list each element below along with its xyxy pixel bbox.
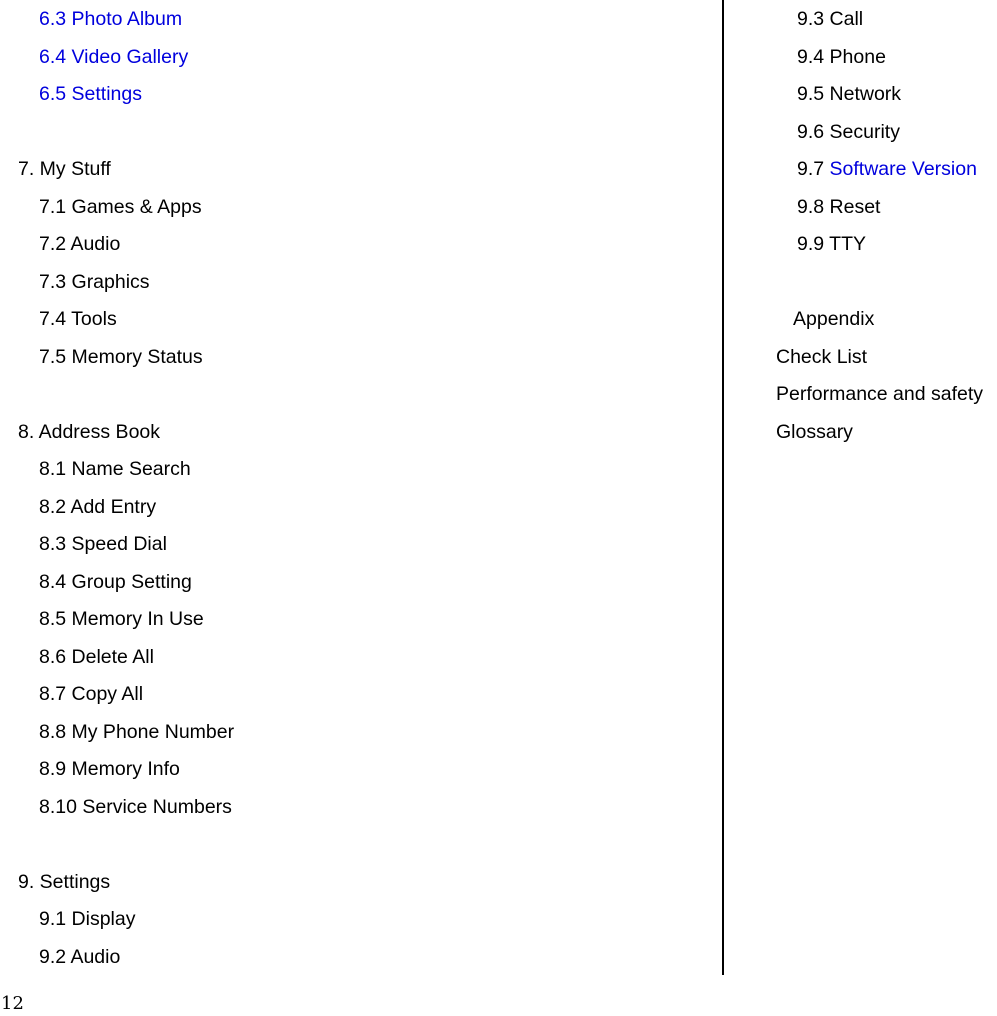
toc-entry-text: Appendix bbox=[793, 308, 875, 330]
toc-link[interactable]: 6.3 Photo Album bbox=[39, 8, 183, 30]
toc-entry-text: Glossary bbox=[776, 420, 853, 443]
toc-entry bbox=[776, 382, 983, 406]
toc-entry-text: 9.7 bbox=[797, 158, 830, 180]
toc-entry: 8.5 Memory In Use bbox=[39, 608, 204, 630]
toc-entry bbox=[776, 345, 867, 369]
toc-entry-text: 9.5 Network bbox=[797, 83, 902, 105]
toc-entry bbox=[797, 120, 900, 144]
toc-chapter: 8. Address Book bbox=[18, 420, 161, 443]
toc-entry-text: 9.6 Security bbox=[797, 120, 900, 143]
toc-link[interactable]: Software Version bbox=[829, 158, 977, 180]
toc-entry: 7.3 Graphics bbox=[39, 270, 150, 293]
toc-link[interactable]: 6.4 Video Gallery bbox=[39, 45, 189, 68]
toc-entry: 8.4 Group Setting bbox=[39, 570, 192, 593]
toc-entry-text: 9.8 Reset bbox=[797, 195, 881, 218]
toc-entry bbox=[797, 82, 901, 106]
toc-entry: 7.1 Games & Apps bbox=[39, 195, 202, 218]
toc-entry: 8.7 Copy All bbox=[39, 683, 144, 705]
toc-entry: 8.2 Add Entry bbox=[39, 495, 157, 518]
toc-chapter: 7. My Stuff bbox=[18, 158, 111, 180]
toc-chapter bbox=[793, 307, 874, 331]
toc-link[interactable]: 6.5 Settings bbox=[39, 83, 142, 105]
toc-entry: 8.9 Memory Info bbox=[39, 758, 180, 780]
toc-entry bbox=[797, 232, 866, 256]
toc-entry-text: Performance and safety bbox=[776, 383, 984, 405]
toc-entry: 7.5 Memory Status bbox=[39, 345, 203, 368]
toc-entry: 8.8 My Phone Number bbox=[39, 720, 235, 743]
toc-entry bbox=[797, 195, 880, 219]
toc-chapter: 9. Settings bbox=[18, 870, 111, 893]
toc-entry: 8.1 Name Search bbox=[39, 458, 191, 480]
toc-entry: 7.4 Tools bbox=[39, 308, 117, 330]
toc-entry bbox=[797, 45, 886, 69]
toc-entry bbox=[776, 420, 853, 444]
toc-entry: 9.2 Audio bbox=[39, 945, 121, 968]
toc-entry-text: 9.3 Call bbox=[797, 8, 864, 30]
toc-entry-text: 9.9 TTY bbox=[797, 233, 867, 255]
toc-entry bbox=[797, 157, 977, 181]
toc-entry-text: Check List bbox=[776, 345, 868, 368]
toc-entry: 8.10 Service Numbers bbox=[39, 795, 232, 818]
toc-entry: 9.1 Display bbox=[39, 908, 136, 930]
toc-entry: 8.6 Delete All bbox=[39, 645, 154, 668]
page-number: 12 bbox=[1, 993, 24, 1014]
toc-entry: 8.3 Speed Dial bbox=[39, 533, 167, 555]
toc-entry: 7.2 Audio bbox=[39, 233, 121, 255]
toc-entry-text: 9.4 Phone bbox=[797, 45, 886, 68]
toc-entry bbox=[797, 7, 863, 31]
column-divider bbox=[722, 0, 724, 975]
